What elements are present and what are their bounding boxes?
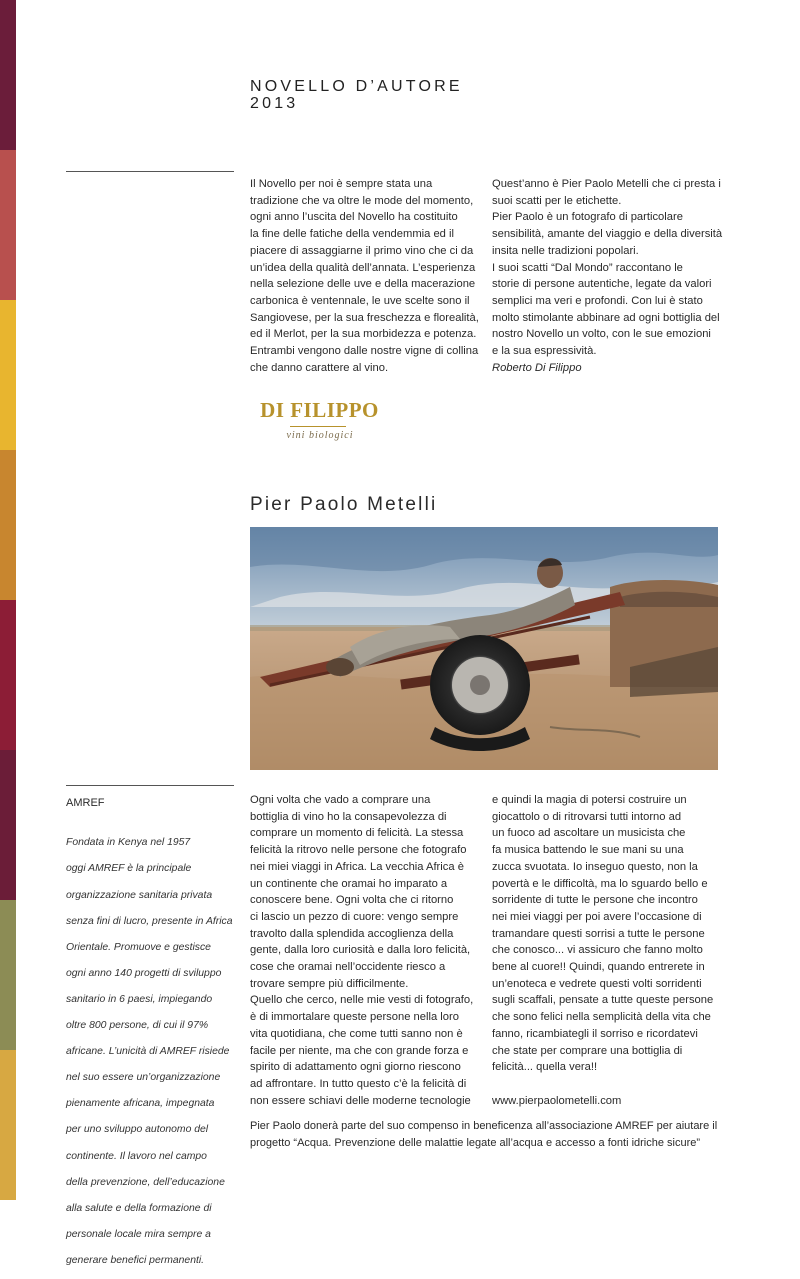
color-stripe [0, 150, 16, 300]
color-stripe [0, 300, 16, 450]
page-title-line: NOVELLO D’AUTORE [250, 78, 463, 95]
page-title [250, 78, 463, 112]
footer-note: Pier Paolo donerà parte del suo compenso in beneficenza all’associazione AMREF per aiutare il progetto “Acqua. Prevenzione delle malattie legate all’acqua e accesso a fonti idriche sicure” [250, 1120, 718, 1149]
intro-text-line: Pier Paolo è un fotografo di particolare [492, 211, 683, 224]
brand-logo-tagline: vini biologici [286, 430, 354, 441]
article-text-line: nei miei viaggi per poi avere l’occasione di [492, 910, 702, 923]
intro-text-line: Quest’anno è Pier Paolo Metelli che ci presta i [492, 178, 721, 190]
article-text-line: gente, dalla loro curiosità e dalla loro felicità, [250, 944, 471, 957]
amref-text-line: oltre 800 persone, di cui il 97% [66, 1020, 209, 1032]
divider-rule [66, 171, 234, 172]
website-link[interactable]: www.pierpaolometelli.com [492, 1094, 622, 1107]
article-left-column [250, 792, 488, 1109]
intro-text-line: e la sua espressività. [492, 345, 597, 358]
spacer [492, 1076, 732, 1093]
divider-rule [66, 785, 234, 786]
amref-text-line: ogni anno 140 progetti di sviluppo [66, 967, 222, 979]
amref-text-line: africane. L’unicità di AMREF risiede [66, 1046, 230, 1058]
article-text-line: facile per niente, ma che con grande forza e [250, 1044, 469, 1057]
intro-text-line: Entrambi vengono dalle nostre vigne di collina [250, 345, 479, 358]
article-text-line: giocattolo o di ritrovarsi tutti intorno ad [492, 810, 682, 823]
article-text-line: comprare un momento di felicità. La stessa [250, 827, 464, 840]
intro-right-column [492, 176, 732, 376]
intro-text-line: insita nelle tradizioni popolari. [492, 244, 639, 257]
article-text-line: tramandare questi sorrisi a tutte le persone [492, 927, 705, 940]
article-text-line: bene al cuore!! Quindi, quando entrerete in [492, 961, 705, 974]
article-text-line: travolto dalla splendida accoglienza della [250, 927, 454, 940]
intro-text-line: molto stimolante abbinare ad ogni bottiglia del [492, 311, 720, 324]
article-text-line: ad affrontare. In tutto questo c’è la felicità di [250, 1077, 467, 1090]
amref-text-line: alla salute e della formazione di [66, 1202, 212, 1214]
amref-text-line: Fondata in Kenya nel 1957 [66, 837, 191, 849]
amref-text-line: personale locale mira sempre a [66, 1228, 211, 1240]
article-text-line: un fuoco ad ascoltare un musicista che [492, 827, 686, 840]
article-text-line: non essere schiavi delle moderne tecnologie [250, 1094, 471, 1107]
article-text-line: e quindi la magia di potersi costruire un [492, 794, 687, 806]
intro-text-line: che danno carattere al vino. [250, 361, 389, 374]
article-text-line: povertà e le difficoltà, ma lo sguardo bello e [492, 877, 708, 890]
amref-text-line: pienamente africana, impegnata [66, 1098, 215, 1110]
article-text-line: sugli scaffali, pensate a tutte queste persone [492, 994, 714, 1007]
article-text-line: che state per comprare una bottiglia di [492, 1044, 683, 1057]
color-stripe-bar [0, 0, 16, 1200]
article-text-line: nei miei viaggi in Africa. La vecchia Africa è [250, 860, 464, 873]
intro-text-line: la fine delle fatiche della vendemmia ed il [250, 228, 454, 241]
color-stripe [0, 600, 16, 750]
intro-text-line: storie di persone autentiche, legate da valori [492, 278, 712, 291]
article-text-line: ci lascio un pezzo di cuore: vengo sempre [250, 910, 459, 923]
photo-man-on-cart [250, 527, 718, 770]
intro-left-column [250, 176, 486, 376]
intro-text-line: ogni anno l’uscita del Novello ha costituito [250, 211, 458, 224]
article-text-line: conoscere bene. Ogni volta che ci ritorno [250, 894, 454, 907]
article-right-column [492, 792, 732, 1109]
article-text-line: cose che oramai nell’occidente riesco a [250, 961, 446, 974]
article-text-line: bottiglia di vino ho la consapevolezza di [250, 810, 447, 823]
color-stripe [0, 450, 16, 600]
intro-text-line: semplici ma veri e profondi. Con lui è stato [492, 294, 703, 307]
intro-text-line: suoi scatti per le etichette. [492, 194, 622, 207]
article-text-line: che sono felici nella semplicità della vita che [492, 1011, 711, 1024]
intro-text-line: I suoi scatti “Dal Mondo” raccontano le [492, 261, 683, 274]
brand-logo [250, 398, 390, 446]
article-text-line: è di immortalare queste persone nella loro [250, 1011, 459, 1024]
amref-text-line: per uno sviluppo autonomo del [66, 1124, 209, 1136]
color-stripe [0, 0, 16, 150]
article-text-line: fanno, ricambiategli il sorriso e ricordatevi [492, 1027, 698, 1040]
article-text-line: Quello che cerco, nelle mie vesti di fotografo, [250, 994, 474, 1007]
intro-text-line: ed il Merlot, per la sua morbidezza e potenza. [250, 328, 477, 341]
amref-description [66, 825, 234, 1279]
article-text-line: sorridente di tutte le persone che incontro [492, 894, 698, 907]
amref-text-line: senza fini di lucro, presente in Africa [66, 915, 233, 927]
amref-title: AMREF [66, 797, 105, 809]
intro-text-line: nostro Novello un volto, con le sue emozioni [492, 328, 711, 341]
intro-text-line: Il Novello per noi è sempre stata una [250, 178, 433, 190]
article-text-line: che conosco... vi assicuro che fanno molto [492, 944, 703, 957]
amref-text-line: generare benefici permanenti. [66, 1254, 205, 1266]
intro-text-line: piacere di assaggiarne il primo vino che ci da [250, 244, 474, 257]
color-stripe [0, 1050, 16, 1200]
article-text-line: fa musica battendo le sue mani su una [492, 844, 684, 857]
intro-text-line: nella selezione delle uve e della macerazione [250, 278, 476, 291]
article-text-line: vita quotidiana, che come tutti sanno non è [250, 1027, 463, 1040]
amref-text-line: Orientale. Promuove e gestisce [66, 941, 211, 953]
article-text-line: felicità la ritrovo nelle persone che fotografo [250, 844, 467, 857]
intro-text-line: carbonica è ventennale, le uve scelte sono il [250, 294, 470, 307]
amref-text-line: sanitario in 6 paesi, impiegando [66, 993, 213, 1005]
color-stripe [0, 750, 16, 900]
article-text-line: trovare sempre più difficilmente. [250, 977, 409, 990]
brand-logo-underline [290, 426, 346, 427]
amref-text-line: continente. Il lavoro nel campo [66, 1150, 207, 1162]
amref-text-line: oggi AMREF è la principale [66, 863, 192, 875]
intro-text-line: sensibilità, amante del viaggio e della diversità [492, 228, 723, 241]
section-title: Pier Paolo Metelli [250, 494, 438, 515]
amref-text-line: della prevenzione, dell’educazione [66, 1176, 225, 1188]
page-title-year: 2013 [250, 95, 299, 112]
color-stripe [0, 900, 16, 1050]
brand-logo-name: DI FILIPPO [260, 398, 379, 422]
intro-text-line: tradizione che va oltre le mode del momento, [250, 194, 474, 207]
intro-text-line: Sangiovese, per la sua freschezza e florealità, [250, 311, 479, 324]
amref-text-line: nel suo essere un’organizzazione [66, 1072, 221, 1084]
article-text-line: felicità... quella vera!! [492, 1061, 598, 1074]
article-text-line: un’enoteca e vedrete questi volti sorridenti [492, 977, 702, 990]
amref-text-line: organizzazione sanitaria privata [66, 889, 213, 901]
article-text-line: un continente che oramai ho imparato a [250, 877, 448, 890]
article-text-line: Ogni volta che vado a comprare una [250, 794, 431, 806]
article-text-line: spirito di adattamento ogni giorno riescono [250, 1061, 461, 1074]
intro-text-line: un’idea della qualità dell’annata. L’esperienza [250, 261, 476, 274]
signature: Roberto Di Filippo [492, 361, 582, 374]
article-text-line: zucca svuotata. Io inseguo questo, non la [492, 860, 698, 873]
